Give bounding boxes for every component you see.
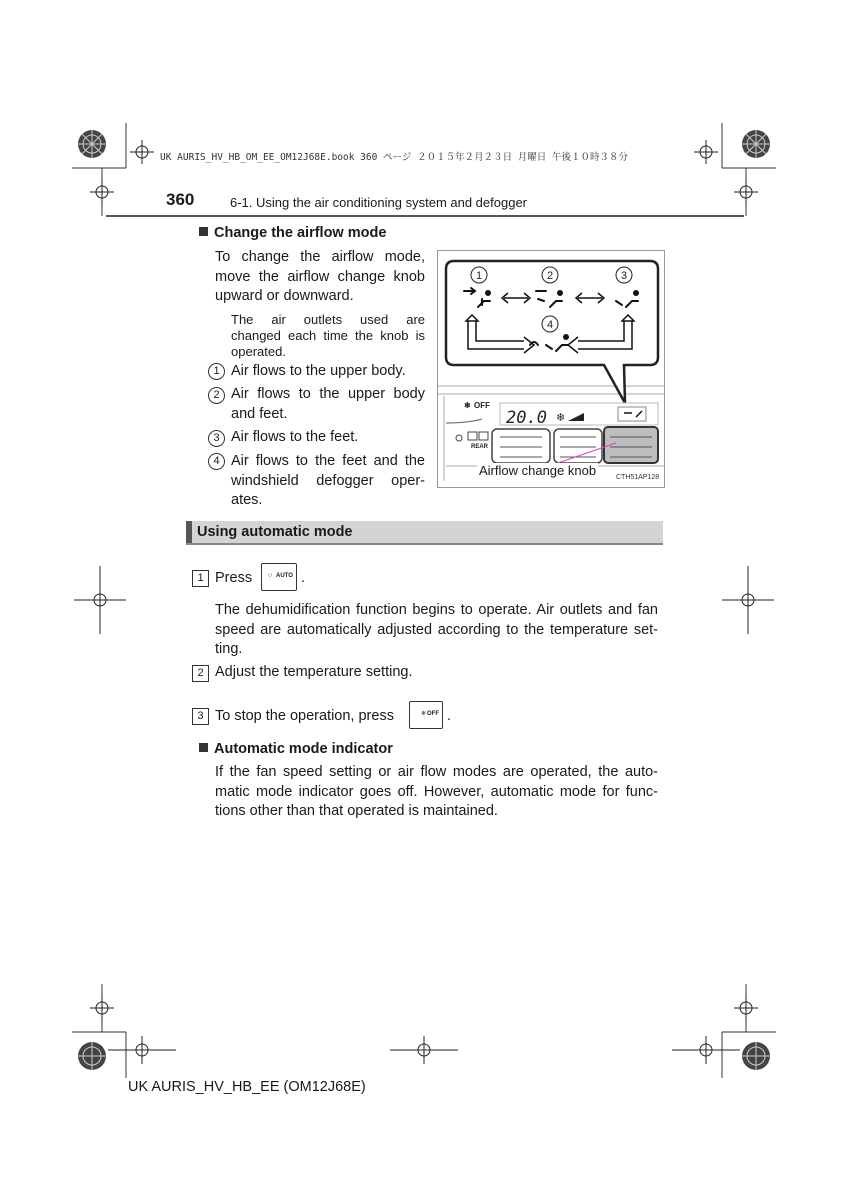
airflow-item-3 — [231, 428, 425, 448]
detail-line: speed are automatically adjusted according to the temperature set- — [215, 621, 658, 638]
item-line: Air flows to the upper body. — [231, 363, 406, 379]
item-line: ates. — [231, 492, 263, 508]
item-line: Air flows to the feet and the — [231, 453, 425, 469]
section-title: 6-1. Using the air conditioning system and defogger — [230, 195, 528, 210]
indicator-line: tions other than that operated is maintained. — [215, 803, 498, 819]
off-button-label: OFF — [427, 711, 439, 717]
auto-button[interactable] — [261, 563, 297, 591]
callout-label: Airflow change knob — [479, 463, 597, 478]
figure-code: CTH51AP128 — [616, 474, 660, 481]
indicator-heading — [199, 741, 393, 757]
page-number: 360 — [166, 190, 195, 209]
airflow-figure — [437, 250, 665, 488]
item-line: windshield defogger oper- — [231, 472, 425, 489]
off-label: OFF — [474, 401, 490, 410]
step-number-box: 2 — [192, 665, 209, 682]
section-bar — [186, 521, 663, 545]
airflow-item-4 — [231, 452, 425, 511]
mode-number: 1 — [475, 270, 483, 282]
detail-line: The dehumidification function begins to operate. Air outlets and fan — [215, 602, 658, 618]
note-line: The air outlets used are — [231, 312, 425, 327]
step-number-box: 1 — [192, 570, 209, 587]
item-line: and feet. — [231, 405, 288, 422]
step-2-text: Adjust the temperature setting. — [215, 664, 413, 680]
section-bar-accent — [186, 521, 192, 543]
bullet-square — [199, 743, 208, 752]
header-rule — [106, 215, 744, 217]
intro-line: To change the airflow mode, — [215, 249, 425, 265]
airflow-item-1 — [231, 362, 425, 382]
indicator-line: matic mode indicator goes off. However, automatic mode for func- — [215, 783, 658, 800]
intro-line: move the airflow change knob — [215, 268, 425, 285]
airflow-item-2 — [231, 385, 425, 424]
intro-line: upward or downward. — [215, 288, 354, 304]
temp-display: 20.0 — [506, 408, 547, 428]
step-3-text: To stop the operation, press — [215, 708, 394, 724]
airflow-change-knob — [604, 427, 658, 463]
item-line: Air flows to the feet. — [231, 429, 359, 445]
section-bar-title: Using automatic mode — [197, 524, 353, 540]
footer-text: UK AURIS_HV_HB_EE (OM12J68E) — [128, 1079, 366, 1095]
step-1-period: . — [301, 570, 306, 586]
fan-icon: ❄ — [421, 711, 427, 717]
target-bottom-right — [742, 1042, 770, 1070]
fan-icon: ❄ — [556, 412, 566, 424]
note-line: operated. — [231, 344, 286, 359]
note-line: changed each time the knob is — [231, 328, 425, 343]
rear-label: REAR — [471, 444, 489, 450]
airflow-note — [231, 312, 425, 360]
item-number-circle: 3 — [208, 430, 225, 447]
indicator-line: If the fan speed setting or air flow modes are operated, the auto- — [215, 764, 658, 780]
step-1-detail — [215, 601, 658, 660]
off-button[interactable] — [409, 701, 443, 729]
auto-button-label: AUTO — [276, 573, 293, 579]
bullet-square — [199, 227, 208, 236]
indicator-heading-text: Automatic mode indicator — [214, 741, 393, 757]
target-top-left — [78, 130, 106, 158]
item-number-circle: 2 — [208, 387, 225, 404]
step-3-period: . — [447, 708, 452, 724]
airflow-heading — [199, 225, 386, 241]
led-icon: ○ — [268, 572, 273, 579]
item-number-circle: 1 — [208, 363, 225, 380]
svg-text:❄: ❄ — [464, 401, 471, 410]
airflow-intro — [215, 248, 425, 307]
step-number-box: 3 — [192, 708, 209, 725]
mode-number: 3 — [620, 270, 628, 282]
file-info-line: UK AURIS_HV_HB_OM_EE_OM12J68E.book 360 ページ ２０１５年２月２３日 月曜日 午後１０時３８分 — [160, 152, 629, 163]
item-number-circle: 4 — [208, 453, 225, 470]
indicator-body — [215, 763, 658, 822]
airflow-heading-text: Change the airflow mode — [214, 225, 387, 241]
mode-number: 4 — [546, 319, 554, 331]
mode-number: 2 — [546, 270, 554, 282]
control-panel-illustration — [438, 251, 664, 487]
item-line: Air flows to the upper body — [231, 386, 425, 402]
target-top-right — [742, 130, 770, 158]
mode-indicator — [618, 407, 646, 421]
detail-line: ting. — [215, 641, 243, 657]
target-bottom-left — [78, 1042, 106, 1070]
step-1-text: Press — [215, 570, 253, 586]
